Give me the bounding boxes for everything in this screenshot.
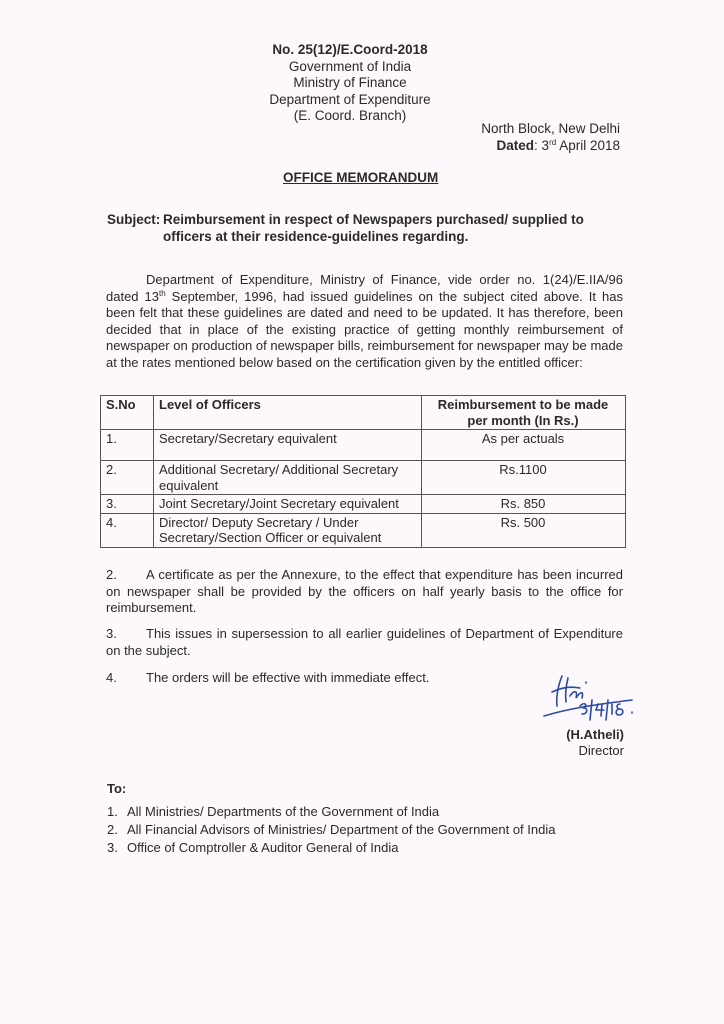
list-item — [107, 821, 555, 839]
table-row — [101, 461, 626, 495]
header-amount: Reimbursement to be made per month (In Rs.) — [422, 396, 626, 430]
table-row — [101, 495, 626, 514]
paragraph-3 — [106, 626, 623, 659]
rates-table — [100, 395, 626, 548]
subject-label: Subject: — [107, 212, 161, 227]
table-row — [101, 430, 626, 461]
list-item — [107, 803, 555, 821]
paragraph-text: The orders will be effective with immediate effect. — [146, 670, 430, 685]
signatory-designation: Director — [578, 743, 624, 758]
recipient-number: 1. — [107, 804, 118, 819]
table-row — [101, 513, 626, 547]
list-item — [107, 839, 555, 857]
org-line-department: Department of Expenditure — [269, 91, 431, 107]
cell-amount: As per actuals — [422, 430, 626, 461]
paragraph-number: 3. — [106, 626, 117, 641]
paragraph-1-text-a: Department of Expenditure, Ministry of Finance, vide order no. 1(24)/E.IIA/96 dated 13 — [106, 272, 623, 304]
date-rest: April 2018 — [559, 138, 620, 153]
signatory — [562, 727, 624, 759]
cell-amount: Rs. 850 — [422, 495, 626, 514]
cell-level: Director/ Deputy Secretary / Under Secretary/Section Officer or equivalent — [154, 513, 422, 547]
cell-level: Secretary/Secretary equivalent — [154, 430, 422, 461]
recipient-number: 2. — [107, 822, 118, 837]
table-header-row — [101, 396, 626, 430]
cell-amount: Rs.1100 — [422, 461, 626, 495]
signature-scribble-icon — [540, 672, 640, 728]
to-label: To: — [107, 781, 127, 796]
reference-number: No. 25(12)/E.Coord-2018 — [272, 42, 428, 57]
cell-level: Joint Secretary/Joint Secretary equivalent — [154, 495, 422, 514]
paragraph-text: This issues in supersession to all earlier guidelines of Department of Expenditure on the subject. — [106, 626, 623, 658]
subject-line-2: officers at their residence-guidelines regarding. — [163, 229, 469, 244]
cell-amount: Rs. 500 — [422, 513, 626, 547]
paragraph-1-text-b: September, 1996, had issued guidelines on the subject cited above. It has been felt that these guidelines are dated and need to be updated. It has therefore, been decided that in place of the existing practice of getting monthly reimbursement of newspaper on production of newspaper bills, reimbursement for newspaper may be made at the rates mentioned below based on the certification given by the entitled officer: — [106, 288, 623, 370]
cell-level: Additional Secretary/ Additional Secretary equivalent — [154, 461, 422, 495]
subject-line-1: Reimbursement in respect of Newspapers purchased/ supplied to — [163, 212, 584, 227]
recipient-text: All Financial Advisors of Ministries/ Department of the Government of India — [127, 822, 556, 837]
letterhead — [250, 42, 450, 125]
place: North Block, New Delhi — [481, 121, 620, 136]
paragraph-1-sup: th — [159, 288, 166, 298]
recipient-list — [107, 803, 555, 857]
paragraph-number: 2. — [106, 567, 117, 582]
paragraph-text: A certificate as per the Annexure, to the effect that expenditure has been incurred on newspaper shall be provided by the officers on half yearly basis to the office for reimbursement. — [106, 567, 623, 616]
place-and-date — [440, 120, 620, 154]
org-line-government: Government of India — [288, 58, 412, 74]
recipient-text: All Ministries/ Departments of the Government of India — [127, 804, 440, 819]
subject — [107, 211, 627, 245]
recipient-number: 3. — [107, 840, 118, 855]
signatory-name: (H.Atheli) — [566, 727, 624, 742]
document-title: OFFICE MEMORANDUM — [283, 170, 439, 185]
header-level: Level of Officers — [154, 396, 422, 430]
cell-sno: 1. — [101, 430, 154, 461]
handwritten-signature — [540, 672, 640, 733]
paragraph-2 — [106, 567, 623, 617]
date-suffix: rd — [549, 138, 557, 147]
recipient-text: Office of Comptroller & Auditor General of India — [127, 840, 399, 855]
org-line-ministry: Ministry of Finance — [293, 75, 407, 90]
org-line-branch: (E. Coord. Branch) — [293, 108, 407, 123]
header-sno: S.No — [101, 396, 154, 430]
date-line: Dated: 3rd April 2018 — [496, 138, 620, 153]
paragraph-number: 4. — [106, 670, 117, 685]
dated-label: Dated — [496, 138, 535, 153]
cell-sno: 4. — [101, 513, 154, 547]
cell-sno: 2. — [101, 461, 154, 495]
cell-sno: 3. — [101, 495, 154, 514]
date-day: 3 — [541, 138, 550, 153]
paragraph-1 — [106, 272, 623, 372]
